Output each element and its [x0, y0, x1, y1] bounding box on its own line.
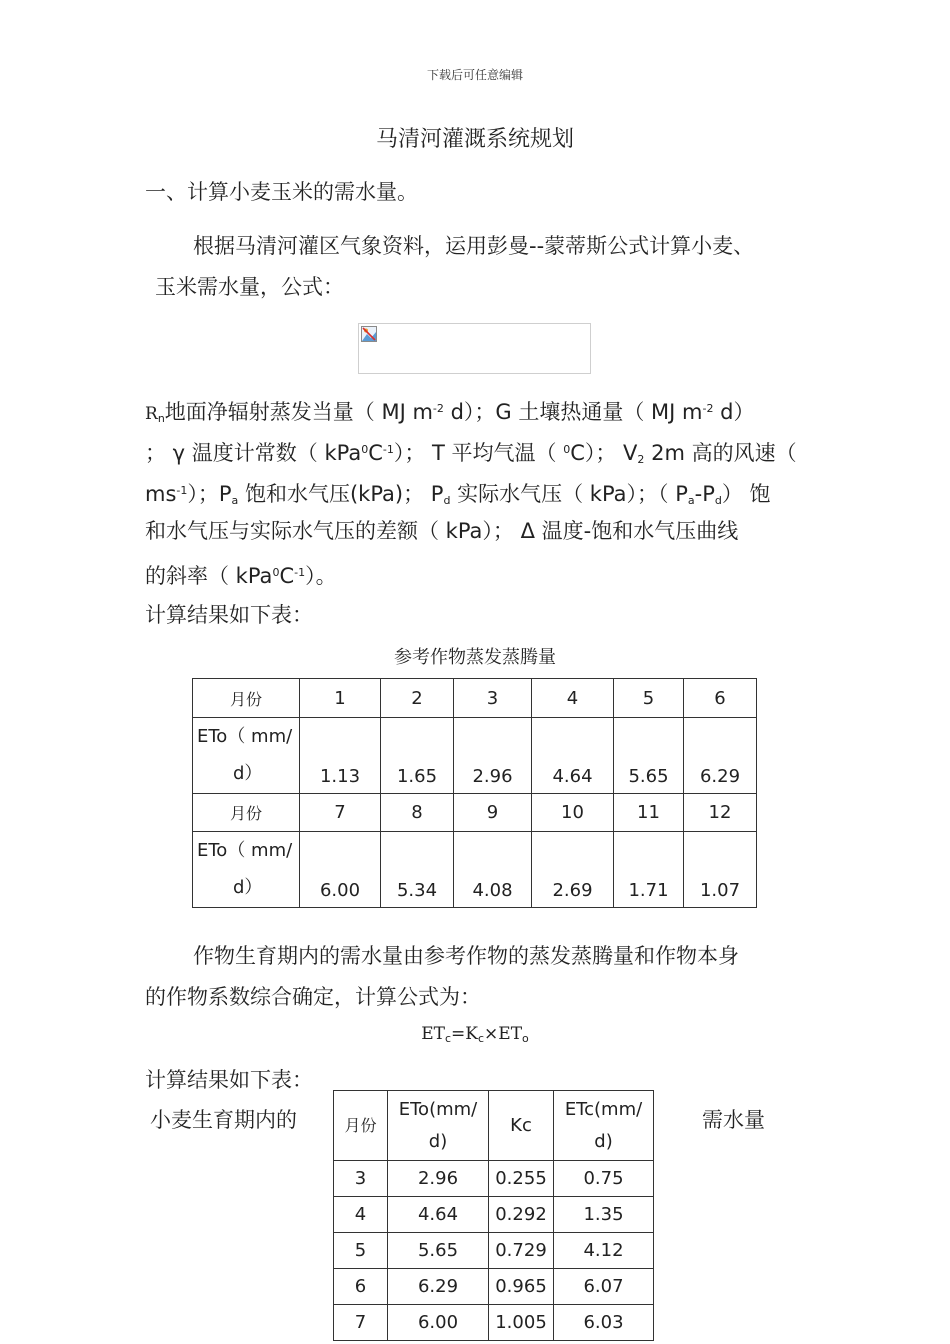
wheat-table-caption-left: 小麦生育期内的 [150, 1108, 297, 1132]
table2-cell: 4.64 [388, 1197, 489, 1233]
table1-month: 6 [684, 679, 757, 718]
calc-result-label-2: 计算结果如下表： [145, 1068, 313, 1092]
section-heading: 一、计算小麦玉米的需水量。 [145, 180, 418, 204]
defs-line-3: $ms^{-1}$）；$P_a$ 饱和水气压(kPa)； $P_d$ 实际水气压（ kPa）；（ $P_a-P_d$） 饱 [145, 482, 771, 507]
etc-formula: $ET_c=K_c\times ET_o$ [421, 1024, 529, 1045]
table2-header-etc: ETc(mm/ d) [554, 1091, 654, 1161]
table2-cell: 6.00 [388, 1305, 489, 1341]
table1-value: 4.64 [532, 718, 614, 794]
table2-cell: 3 [334, 1161, 388, 1197]
table2-cell: 4.12 [554, 1233, 654, 1269]
intro-line-2: 玉米需水量，公式： [155, 275, 344, 299]
page-header: 下载后可任意编辑 [426, 68, 523, 82]
table2-cell: 6 [334, 1269, 388, 1305]
table1-value-row-a [193, 718, 757, 794]
table1-month: 8 [381, 794, 454, 832]
table2-cell: 0.255 [489, 1161, 554, 1197]
wheat-table-caption-right: 需水量 [702, 1108, 765, 1132]
table-row [334, 1197, 654, 1233]
table1-month: 5 [614, 679, 684, 718]
defs-line-1: $R_n$地面净辐射蒸发当量（ MJ $m^{-2}$ d）；G 土壤热通量（ MJ $m^{-2}$ d） [145, 400, 755, 425]
calc-result-label-1: 计算结果如下表： [145, 603, 313, 627]
table1-month-row-b [193, 794, 757, 832]
table1-month: 7 [300, 794, 381, 832]
table1-value: 1.65 [381, 718, 454, 794]
intro-paragraph [145, 226, 835, 308]
table1-month-label: 月份 [193, 679, 300, 718]
defs-line-4: 和水气压与实际水气压的差额（ kPa）； Δ 温度-饱和水气压曲线 [145, 519, 739, 543]
defs-line-5: 的斜率（ $kPa^0C^{-1}$）。 [145, 564, 337, 588]
table2-cell: 0.729 [489, 1233, 554, 1269]
table2-header-kc: Kc [489, 1091, 554, 1161]
reference-et-table [192, 678, 757, 908]
table2-cell: 0.292 [489, 1197, 554, 1233]
table1-month: 1 [300, 679, 381, 718]
table1-value: 6.29 [684, 718, 757, 794]
table2-cell: 6.07 [554, 1269, 654, 1305]
table1-month: 2 [381, 679, 454, 718]
para3-line-1: 作物生育期内的需水量由参考作物的蒸发蒸腾量和作物本身 [193, 944, 739, 968]
table1-value: 1.71 [614, 832, 684, 908]
table1-eto-label: ETo（ mm/ d） [193, 832, 300, 908]
wheat-water-demand-table [333, 1090, 654, 1341]
table1-month-label: 月份 [193, 794, 300, 832]
table-row [334, 1269, 654, 1305]
table2-cell: 4 [334, 1197, 388, 1233]
table1-month: 11 [614, 794, 684, 832]
table1-value: 2.96 [454, 718, 532, 794]
table1-month: 10 [532, 794, 614, 832]
table1-value: 5.65 [614, 718, 684, 794]
para3-line-2: 的作物系数综合确定，计算公式为： [145, 985, 481, 1009]
table-row [334, 1305, 654, 1341]
table2-cell: 2.96 [388, 1161, 489, 1197]
table1-value: 6.00 [300, 832, 381, 908]
table2-cell: 5.65 [388, 1233, 489, 1269]
table1-month: 4 [532, 679, 614, 718]
table2-cell: 1.35 [554, 1197, 654, 1233]
table2-cell: 0.965 [489, 1269, 554, 1305]
table1-value-row-b [193, 832, 757, 908]
table2-cell: 6.29 [388, 1269, 489, 1305]
table2-cell: 0.75 [554, 1161, 654, 1197]
document-title: 马清河灌溉系统规划 [375, 127, 574, 152]
table1-month: 3 [454, 679, 532, 718]
table2-cell: 6.03 [554, 1305, 654, 1341]
table1-month-row-a [193, 679, 757, 718]
table1-value: 4.08 [454, 832, 532, 908]
table2-header-eto: ETo(mm/ d) [388, 1091, 489, 1161]
table2-cell: 1.005 [489, 1305, 554, 1341]
table-row [334, 1161, 654, 1197]
table1-value: 1.13 [300, 718, 381, 794]
crop-demand-paragraph [145, 936, 825, 1018]
table1-value: 2.69 [532, 832, 614, 908]
table2-header-row [334, 1091, 654, 1161]
table1-caption: 参考作物蒸发蒸腾量 [394, 647, 556, 668]
defs-line-2: ； γ 温度计常数（ $kPa^0C^{-1}$）； T 平均气温（ $^0$C）； $V_2$ 2m 高的风速（ [145, 441, 797, 466]
table1-month: 12 [684, 794, 757, 832]
table2-cell: 5 [334, 1233, 388, 1269]
variable-definitions [145, 388, 815, 593]
table2-header-month: 月份 [334, 1091, 388, 1161]
broken-image-icon [361, 326, 377, 342]
table1-value: 1.07 [684, 832, 757, 908]
table1-value: 5.34 [381, 832, 454, 908]
formula-image [358, 323, 591, 374]
intro-line-1: 根据马清河灌区气象资料，运用彭曼--蒙蒂斯公式计算小麦、 [193, 234, 755, 258]
table2-cell: 7 [334, 1305, 388, 1341]
table-row [334, 1233, 654, 1269]
table1-eto-label: ETo（ mm/ d） [193, 718, 300, 794]
table1-month: 9 [454, 794, 532, 832]
